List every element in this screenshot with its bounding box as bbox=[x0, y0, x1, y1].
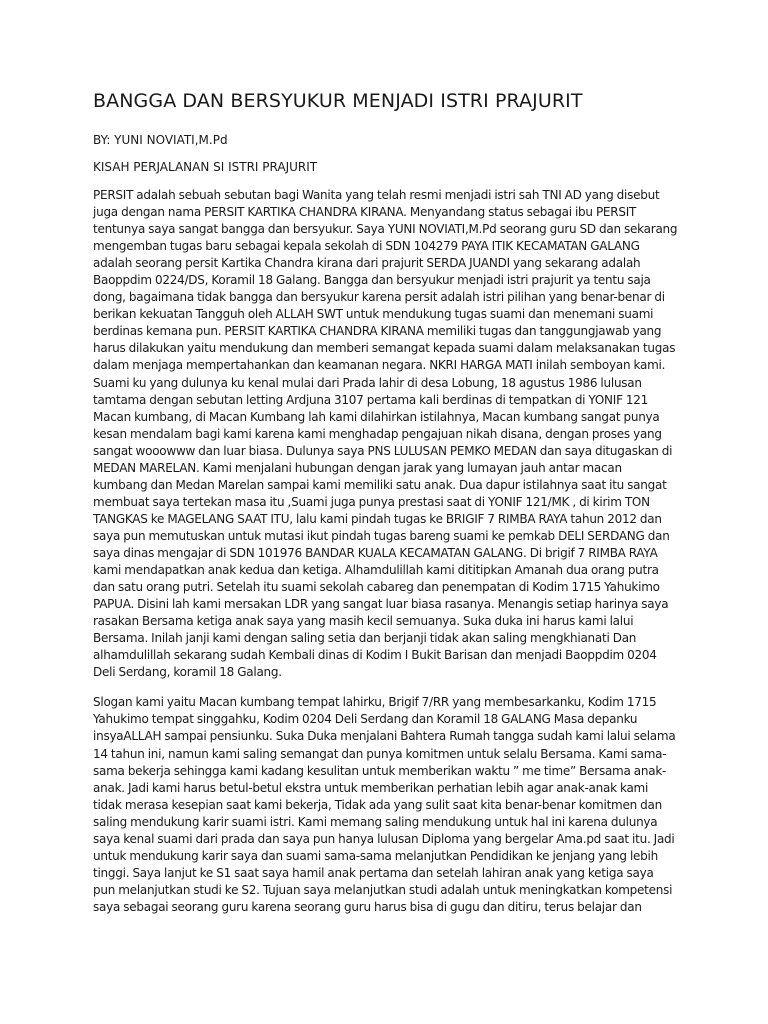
paragraph-2: Slogan kami yaitu Macan kumbang tempat lahirku, Brigif 7/RR yang membesarkanku, Kodim 1715 Yahukimo tempat singgahku, Kodim 0204 Deli Serdang dan Koramil 18 GALANG Masa depanku insyaALLAH sampai pensiunku. Suka Duka menjalani Bahtera Rumah tangga sudah kami lalui selama 14 tahun ini, namun kami saling semangat dan punya komitmen untuk selalu Bersama. Kami sama-sama bekerja sehingga kami kadang kesulitan untuk memberikan waktu ” me time” Bersama anak-anak. Jadi kami harus betul-betul ekstra untuk memberikan perhatian lebih agar anak-anak kami tidak merasa kesepian saat kami bekerja, Tidak ada yang sulit saat kita benar-benar komitmen dan saling mendukung karir suami istri. Kami memang saling mendukung untuk hal ini karena dulunya saya kenal suami dari prada dan saya pun hanya lulusan Diploma yang bergelar Ama.pd saat itu. Jadi untuk mendukung karir saya dan suami sama-sama melanjutkan Pendidikan ke jenjang yang lebih tinggi. Saya lanjut ke S1 saat saya hamil anak pertama dan setelah lahiran anak yang ketiga saya pun melanjutkan studi ke S2. Tujuan saya melanjutkan studi adalah untuk meningkatkan kompetensi saya sebagai seorang guru karena seorang guru harus bisa di gugu dan ditiru, terus belajar dan bbox=[93, 695, 676, 914]
author-line: BY: YUNI NOVIATI,M.Pd bbox=[93, 133, 228, 147]
document-page bbox=[93, 88, 678, 929]
document-subtitle: KISAH PERJALANAN SI ISTRI PRAJURIT bbox=[93, 160, 318, 174]
document-title: BANGGA DAN BERSYUKUR MENJADI ISTRI PRAJURIT bbox=[93, 90, 583, 112]
paragraph-1: PERSIT adalah sebuah sebutan bagi Wanita yang telah resmi menjadi istri sah TNI AD yang disebut juga dengan nama PERSIT KARTIKA CHANDRA KIRANA. Menyandang status sebagai ibu PERSIT tentunya saya sangat bangga dan bersyukur. Saya YUNI NOVIATI,M.Pd seorang guru SD dan sekarang mengemban tugas baru sebagai kepala sekolah di SDN 104279 PAYA ITIK KECAMATAN GALANG adalah seorang persit Kartika Chandra kirana dari prajurit SERDA JUANDI yang sekarang adalah Baoppdim 0224/DS, Koramil 18 Galang. Bangga dan bersyukur menjadi istri prajurit ya tentu saja dong, bagaimana tidak bangga dan bersyukur karena persit adalah istri pilihan yang benar-benar di berikan kekuatan Tangguh oleh ALLAH SWT untuk mendukung tugas suami dan menemani suami berdinas kemana pun. PERSIT KARTIKA CHANDRA KIRANA memiliki tugas dan tanggungjawab yang harus dilakukan yaitu mendukung dan memberi semangat kepada suami dalam melaksanakan tugas dalam menjaga mempertahankan dan keamanan negara. NKRI HARGA MATI inilah semboyan kami. Suami ku yang dulunya ku kenal mulai dari Prada lahir di desa Lobung, 18 agustus 1986 lulusan tamtama dengan sebutan letting Ardjuna 3107 pertama kali berdinas di tempatkan di YONIF 121 Macan kumbang, di Macan Kumbang lah kami dilahirkan istilahnya, Macan kumbang sangat punya kesan mendalam bagi kami karena kami menghadap pengajuan nikah disana, dengan proses yang sangat wooowww dan luar biasa. Dulunya saya PNS LULUSAN PEMKO MEDAN dan saya ditugaskan di MEDAN MARELAN. Kami menjalani hubungan dengan jarak yang lumayan jauh antar macan kumbang dan Medan Marelan sampai kami memiliki satu anak. Dua dapur istilahnya saat itu sangat membuat saya tertekan masa itu ,Suami juga punya prestasi saat di YONIF 121/MK , di kirim TON TANGKAS ke MAGELANG SAAT ITU, lalu kami pindah tugas ke BRIGIF 7 RIMBA RAYA tahun 2012 dan saya pun memutuskan untuk mutasi ikut pindah tugas bareng suami ke pemkab DELI SERDANG dan saya dinas mengajar di SDN 101976 BANDAR KUALA KECAMATAN GALANG. Di brigif 7 RIMBA RAYA kami mendapatkan anak kedua dan ketiga. Alhamdulillah kami dititipkan Amanah dua orang putra dan satu orang putri. Setelah itu suami sekolah cabareg dan penempatan di Kodim 1715 Yahukimo PAPUA. Disini lah kami mersakan LDR yang sangat luar biasa rasanya. Menangis setiap harinya saya rasakan Bersama ketiga anak saya yang masih kecil semuanya. Suka duka ini harus kami lalui Bersama. Inilah janji kami dengan saling setia dan berjanji tidak akan saling mengkhianati Dan alhamdulillah sekarang sudah Kembali dinas di Kodim I Bukit Barisan dan menjadi Baoppdim 0204 Deli Serdang, koramil 18 Galang. bbox=[93, 188, 678, 680]
